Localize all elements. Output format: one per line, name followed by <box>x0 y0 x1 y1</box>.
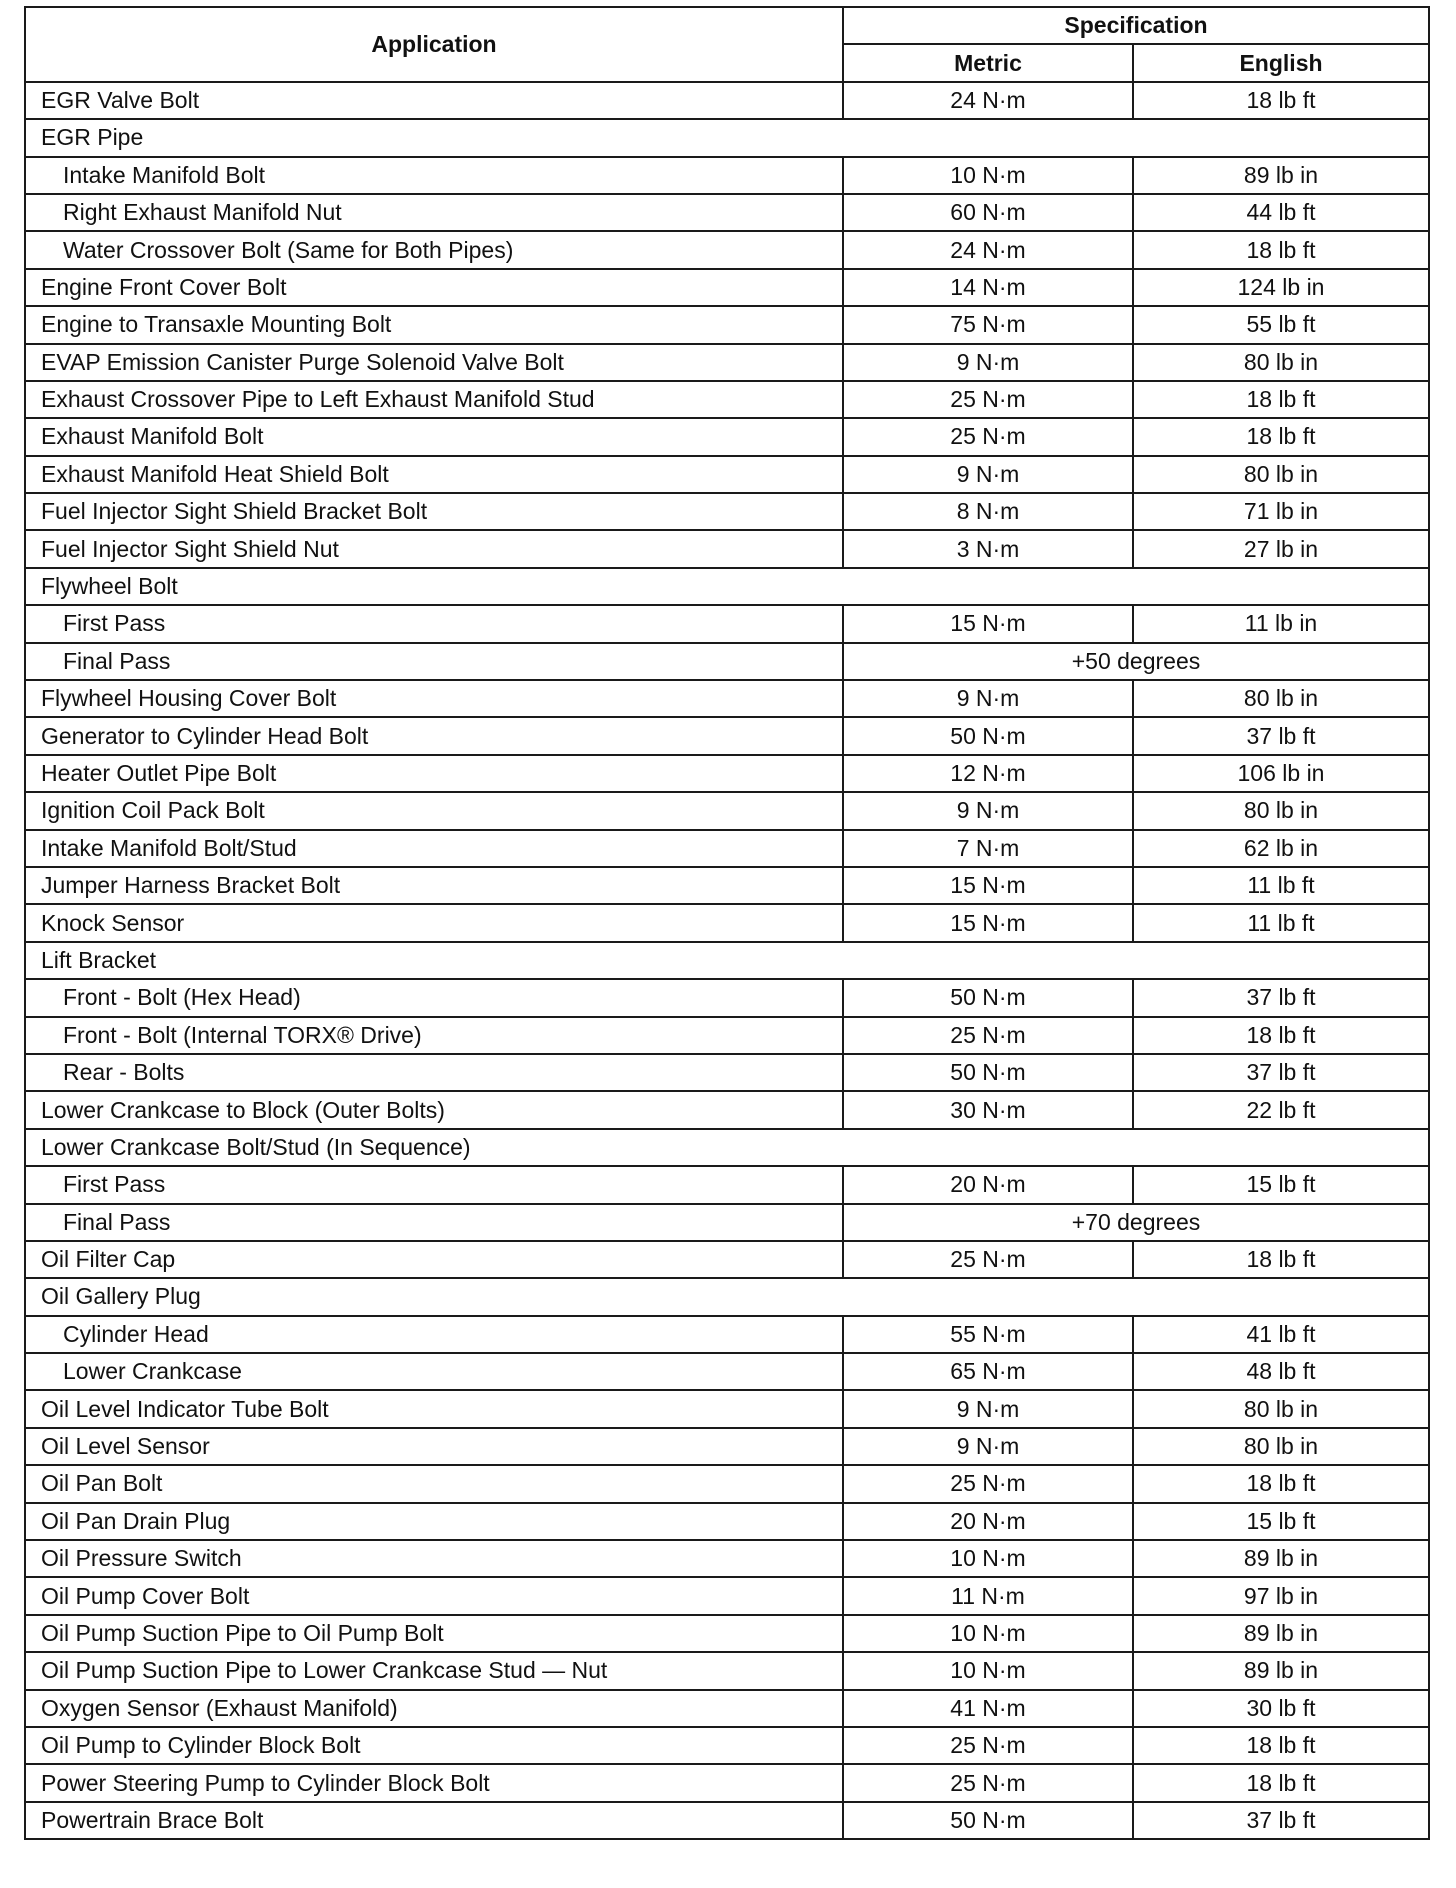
english-cell: 15 lb ft <box>1133 1503 1429 1540</box>
application-cell: Flywheel Housing Cover Bolt <box>25 680 843 717</box>
application-cell: Water Crossover Bolt (Same for Both Pipes) <box>25 231 843 268</box>
application-cell: EVAP Emission Canister Purge Solenoid Valve Bolt <box>25 344 843 381</box>
table-row <box>25 1465 1429 1502</box>
table-row <box>25 194 1429 231</box>
english-cell: 89 lb in <box>1133 1652 1429 1689</box>
application-cell: EGR Pipe <box>25 119 843 156</box>
english-cell: 18 lb ft <box>1133 231 1429 268</box>
table-row <box>25 605 1429 642</box>
table-row <box>25 755 1429 792</box>
metric-cell: 41 N·m <box>843 1690 1133 1727</box>
application-cell: Exhaust Manifold Heat Shield Bolt <box>25 456 843 493</box>
english-cell: 41 lb ft <box>1133 1316 1429 1353</box>
group-spacer <box>843 942 1429 979</box>
english-cell: 18 lb ft <box>1133 418 1429 455</box>
header-application: Application <box>25 7 843 82</box>
application-cell: Lower Crankcase <box>25 1353 843 1390</box>
table-row <box>25 456 1429 493</box>
application-cell: Lower Crankcase Bolt/Stud (In Sequence) <box>25 1129 843 1166</box>
english-cell: 18 lb ft <box>1133 1241 1429 1278</box>
metric-cell: 55 N·m <box>843 1316 1133 1353</box>
english-cell: 37 lb ft <box>1133 1054 1429 1091</box>
table-row <box>25 381 1429 418</box>
metric-cell: 20 N·m <box>843 1503 1133 1540</box>
metric-cell: 9 N·m <box>843 344 1133 381</box>
application-cell: Oil Gallery Plug <box>25 1278 843 1315</box>
metric-cell: 10 N·m <box>843 1615 1133 1652</box>
metric-cell: 7 N·m <box>843 830 1133 867</box>
english-cell: 71 lb in <box>1133 493 1429 530</box>
english-cell: 11 lb ft <box>1133 867 1429 904</box>
table-row <box>25 1129 1429 1166</box>
application-cell: Oxygen Sensor (Exhaust Manifold) <box>25 1690 843 1727</box>
application-cell: Oil Pump Suction Pipe to Oil Pump Bolt <box>25 1615 843 1652</box>
application-cell: Oil Pump to Cylinder Block Bolt <box>25 1727 843 1764</box>
application-cell: Knock Sensor <box>25 904 843 941</box>
application-cell: First Pass <box>25 605 843 642</box>
english-cell: 89 lb in <box>1133 1615 1429 1652</box>
english-cell: 124 lb in <box>1133 269 1429 306</box>
application-cell: Fuel Injector Sight Shield Nut <box>25 530 843 567</box>
group-spacer <box>843 1129 1429 1166</box>
english-cell: 11 lb ft <box>1133 904 1429 941</box>
group-spacer <box>843 119 1429 156</box>
application-cell: Oil Pan Drain Plug <box>25 1503 843 1540</box>
metric-cell: 9 N·m <box>843 1428 1133 1465</box>
english-cell: 89 lb in <box>1133 157 1429 194</box>
english-cell: 80 lb in <box>1133 344 1429 381</box>
application-cell: Cylinder Head <box>25 1316 843 1353</box>
application-cell: Engine Front Cover Bolt <box>25 269 843 306</box>
metric-cell: 10 N·m <box>843 1652 1133 1689</box>
metric-cell: 50 N·m <box>843 717 1133 754</box>
metric-cell: 25 N·m <box>843 1017 1133 1054</box>
application-cell: Generator to Cylinder Head Bolt <box>25 717 843 754</box>
metric-cell: 50 N·m <box>843 1054 1133 1091</box>
table-row <box>25 1091 1429 1128</box>
table-row <box>25 717 1429 754</box>
application-cell: Right Exhaust Manifold Nut <box>25 194 843 231</box>
english-cell: 89 lb in <box>1133 1540 1429 1577</box>
metric-cell: 24 N·m <box>843 231 1133 268</box>
angle-spec-cell: +70 degrees <box>843 1204 1429 1241</box>
application-cell: EGR Valve Bolt <box>25 82 843 119</box>
table-row <box>25 1017 1429 1054</box>
metric-cell: 15 N·m <box>843 867 1133 904</box>
english-cell: 18 lb ft <box>1133 82 1429 119</box>
application-cell: Exhaust Crossover Pipe to Left Exhaust Manifold Stud <box>25 381 843 418</box>
application-cell: Oil Pump Cover Bolt <box>25 1577 843 1614</box>
english-cell: 11 lb in <box>1133 605 1429 642</box>
group-spacer <box>843 568 1429 605</box>
application-cell: Front - Bolt (Internal TORX® Drive) <box>25 1017 843 1054</box>
application-cell: Ignition Coil Pack Bolt <box>25 792 843 829</box>
english-cell: 80 lb in <box>1133 456 1429 493</box>
table-row <box>25 1802 1429 1839</box>
english-cell: 48 lb ft <box>1133 1353 1429 1390</box>
table-row <box>25 231 1429 268</box>
table-row <box>25 1577 1429 1614</box>
application-cell: Oil Pressure Switch <box>25 1540 843 1577</box>
metric-cell: 25 N·m <box>843 418 1133 455</box>
english-cell: 80 lb in <box>1133 1428 1429 1465</box>
table-row <box>25 792 1429 829</box>
english-cell: 62 lb in <box>1133 830 1429 867</box>
metric-cell: 75 N·m <box>843 306 1133 343</box>
table-row <box>25 680 1429 717</box>
metric-cell: 14 N·m <box>843 269 1133 306</box>
metric-cell: 11 N·m <box>843 1577 1133 1614</box>
english-cell: 106 lb in <box>1133 755 1429 792</box>
table-row <box>25 1540 1429 1577</box>
table-row <box>25 418 1429 455</box>
metric-cell: 20 N·m <box>843 1166 1133 1203</box>
application-cell: Oil Pump Suction Pipe to Lower Crankcase Stud — Nut <box>25 1652 843 1689</box>
table-row <box>25 1204 1429 1241</box>
english-cell: 22 lb ft <box>1133 1091 1429 1128</box>
metric-cell: 25 N·m <box>843 381 1133 418</box>
table-row <box>25 1764 1429 1801</box>
metric-cell: 15 N·m <box>843 904 1133 941</box>
metric-cell: 30 N·m <box>843 1091 1133 1128</box>
english-cell: 80 lb in <box>1133 1390 1429 1427</box>
table-row <box>25 568 1429 605</box>
application-cell: Exhaust Manifold Bolt <box>25 418 843 455</box>
table-row <box>25 493 1429 530</box>
application-cell: Fuel Injector Sight Shield Bracket Bolt <box>25 493 843 530</box>
application-cell: Lower Crankcase to Block (Outer Bolts) <box>25 1091 843 1128</box>
english-cell: 18 lb ft <box>1133 1017 1429 1054</box>
metric-cell: 50 N·m <box>843 979 1133 1016</box>
english-cell: 18 lb ft <box>1133 381 1429 418</box>
application-cell: Lift Bracket <box>25 942 843 979</box>
application-cell: Heater Outlet Pipe Bolt <box>25 755 843 792</box>
english-cell: 18 lb ft <box>1133 1764 1429 1801</box>
table-row <box>25 643 1429 680</box>
table-body <box>25 82 1429 1839</box>
table-header <box>25 7 1429 82</box>
application-cell: Power Steering Pump to Cylinder Block Bolt <box>25 1764 843 1801</box>
metric-cell: 12 N·m <box>843 755 1133 792</box>
application-cell: Powertrain Brace Bolt <box>25 1802 843 1839</box>
header-specification: Specification <box>843 7 1429 44</box>
application-cell: Oil Level Indicator Tube Bolt <box>25 1390 843 1427</box>
table-row <box>25 1316 1429 1353</box>
table-row <box>25 1503 1429 1540</box>
application-cell: Final Pass <box>25 643 843 680</box>
metric-cell: 10 N·m <box>843 1540 1133 1577</box>
table-row <box>25 904 1429 941</box>
english-cell: 80 lb in <box>1133 792 1429 829</box>
table-row <box>25 1241 1429 1278</box>
angle-spec-cell: +50 degrees <box>843 643 1429 680</box>
metric-cell: 25 N·m <box>843 1727 1133 1764</box>
table-row <box>25 1166 1429 1203</box>
english-cell: 18 lb ft <box>1133 1727 1429 1764</box>
table-row <box>25 830 1429 867</box>
application-cell: Flywheel Bolt <box>25 568 843 605</box>
table-row <box>25 157 1429 194</box>
header-english: English <box>1133 44 1429 81</box>
table-row <box>25 1615 1429 1652</box>
application-cell: First Pass <box>25 1166 843 1203</box>
table-row <box>25 530 1429 567</box>
english-cell: 80 lb in <box>1133 680 1429 717</box>
metric-cell: 60 N·m <box>843 194 1133 231</box>
torque-spec-table <box>24 6 1430 1840</box>
application-cell: Oil Pan Bolt <box>25 1465 843 1502</box>
table-row <box>25 1652 1429 1689</box>
metric-cell: 25 N·m <box>843 1465 1133 1502</box>
english-cell: 97 lb in <box>1133 1577 1429 1614</box>
application-cell: Rear - Bolts <box>25 1054 843 1091</box>
metric-cell: 24 N·m <box>843 82 1133 119</box>
english-cell: 18 lb ft <box>1133 1465 1429 1502</box>
english-cell: 44 lb ft <box>1133 194 1429 231</box>
application-cell: Jumper Harness Bracket Bolt <box>25 867 843 904</box>
table-row <box>25 119 1429 156</box>
metric-cell: 15 N·m <box>843 605 1133 642</box>
metric-cell: 3 N·m <box>843 530 1133 567</box>
english-cell: 55 lb ft <box>1133 306 1429 343</box>
metric-cell: 50 N·m <box>843 1802 1133 1839</box>
application-cell: Oil Level Sensor <box>25 1428 843 1465</box>
english-cell: 37 lb ft <box>1133 1802 1429 1839</box>
table-row <box>25 344 1429 381</box>
table-row <box>25 1353 1429 1390</box>
table-row <box>25 82 1429 119</box>
table-row <box>25 1428 1429 1465</box>
table-row <box>25 1390 1429 1427</box>
metric-cell: 8 N·m <box>843 493 1133 530</box>
metric-cell: 25 N·m <box>843 1764 1133 1801</box>
application-cell: Front - Bolt (Hex Head) <box>25 979 843 1016</box>
application-cell: Intake Manifold Bolt/Stud <box>25 830 843 867</box>
application-cell: Intake Manifold Bolt <box>25 157 843 194</box>
application-cell: Engine to Transaxle Mounting Bolt <box>25 306 843 343</box>
metric-cell: 9 N·m <box>843 680 1133 717</box>
table-row <box>25 1727 1429 1764</box>
group-spacer <box>843 1278 1429 1315</box>
application-cell: Oil Filter Cap <box>25 1241 843 1278</box>
english-cell: 37 lb ft <box>1133 717 1429 754</box>
metric-cell: 65 N·m <box>843 1353 1133 1390</box>
metric-cell: 25 N·m <box>843 1241 1133 1278</box>
table-row <box>25 867 1429 904</box>
metric-cell: 9 N·m <box>843 1390 1133 1427</box>
application-cell: Final Pass <box>25 1204 843 1241</box>
table-row <box>25 979 1429 1016</box>
metric-cell: 9 N·m <box>843 456 1133 493</box>
table-row <box>25 306 1429 343</box>
header-metric: Metric <box>843 44 1133 81</box>
english-cell: 37 lb ft <box>1133 979 1429 1016</box>
english-cell: 15 lb ft <box>1133 1166 1429 1203</box>
english-cell: 30 lb ft <box>1133 1690 1429 1727</box>
english-cell: 27 lb in <box>1133 530 1429 567</box>
table-row <box>25 1054 1429 1091</box>
table-row <box>25 269 1429 306</box>
metric-cell: 10 N·m <box>843 157 1133 194</box>
table-row <box>25 1278 1429 1315</box>
metric-cell: 9 N·m <box>843 792 1133 829</box>
table-row <box>25 942 1429 979</box>
table-row <box>25 1690 1429 1727</box>
